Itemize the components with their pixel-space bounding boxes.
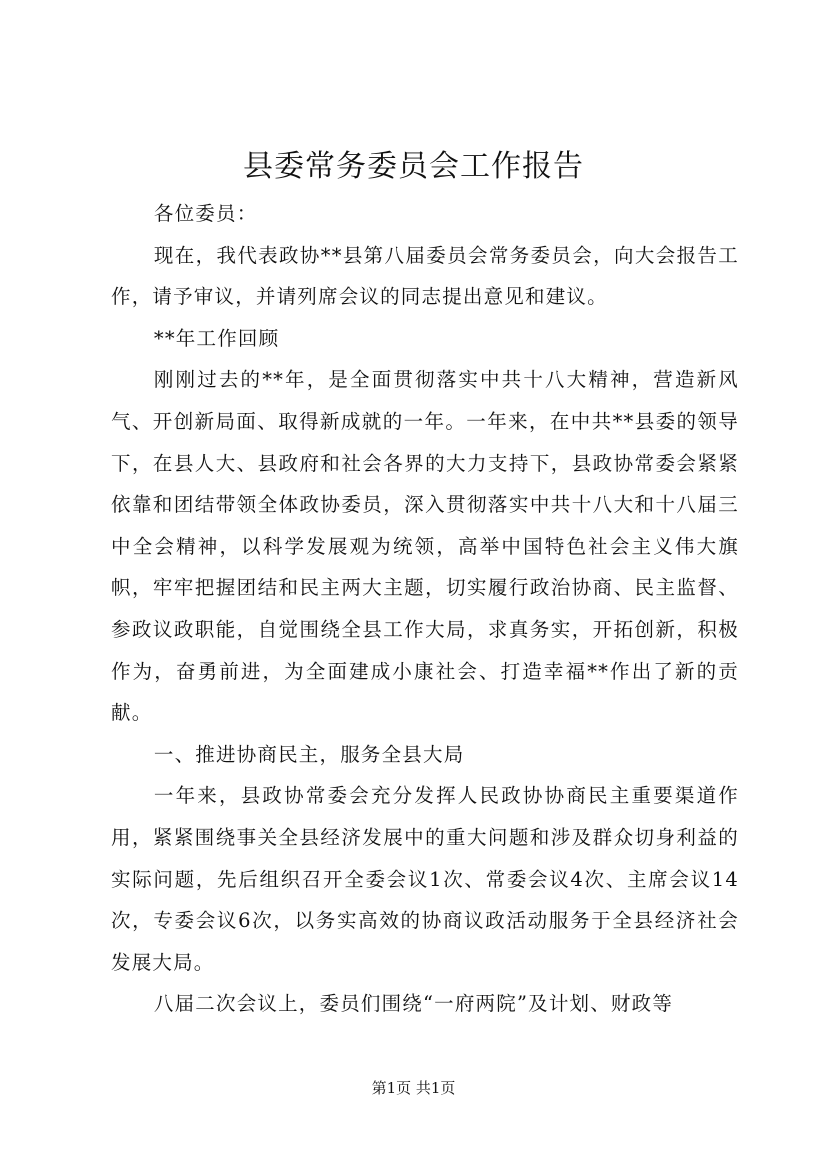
paragraph-review: 刚刚过去的**年，是全面贯彻落实中共十八大精神，营造新风气、开创新局面、取得新成就的一年。一年来，在中共**县委的领导下，在县人大、县政府和社会各界的大力支持下，县政协常委会紧紧依靠和团结带领全体政协委员，深入贯彻落实中共十八大和十八届三中全会精神，以科学发展观为统领，高举中国特色社会主义伟大旗帜，牢牢把握团结和民主两大主题，切实履行政治协商、民主监督、参政议政职能，自觉围绕全县工作大局，求真务实，开拓创新，积极作为，奋勇前进，为全面建成小康社会、打造幸福**作出了新的贡献。 <box>111 368 739 725</box>
section-heading-review: **年工作回顾 <box>153 326 280 350</box>
section-heading-1: 一、推进协商民主，服务全县大局 <box>153 742 465 766</box>
document-body <box>111 193 739 1025</box>
paragraph-section-1: 一年来，县政协常委会充分发挥人民政协协商民主重要渠道作用，紧紧围绕事关全县经济发展中的重大问题和涉及群众切身利益的实际问题，先后组织召开全委会议1次、常委会议4次、主席会议14次，专委会议6次，以务实高效的协商议政活动服务于全县经济社会发展大局。 <box>111 784 739 974</box>
document-title: 县委常务委员会工作报告 <box>243 149 584 184</box>
salutation: 各位委员： <box>153 202 258 225</box>
page-footer: 第1页 共1页 <box>371 1079 456 1097</box>
paragraph-continued: 八届二次会议上，委员们围绕“一府两院”及计划、财政等 <box>153 992 674 1016</box>
paragraph-intro: 现在，我代表政协**县第八届委员会常务委员会，向大会报告工作，请予审议，并请列席会议的同志提出意见和建议。 <box>111 243 739 309</box>
